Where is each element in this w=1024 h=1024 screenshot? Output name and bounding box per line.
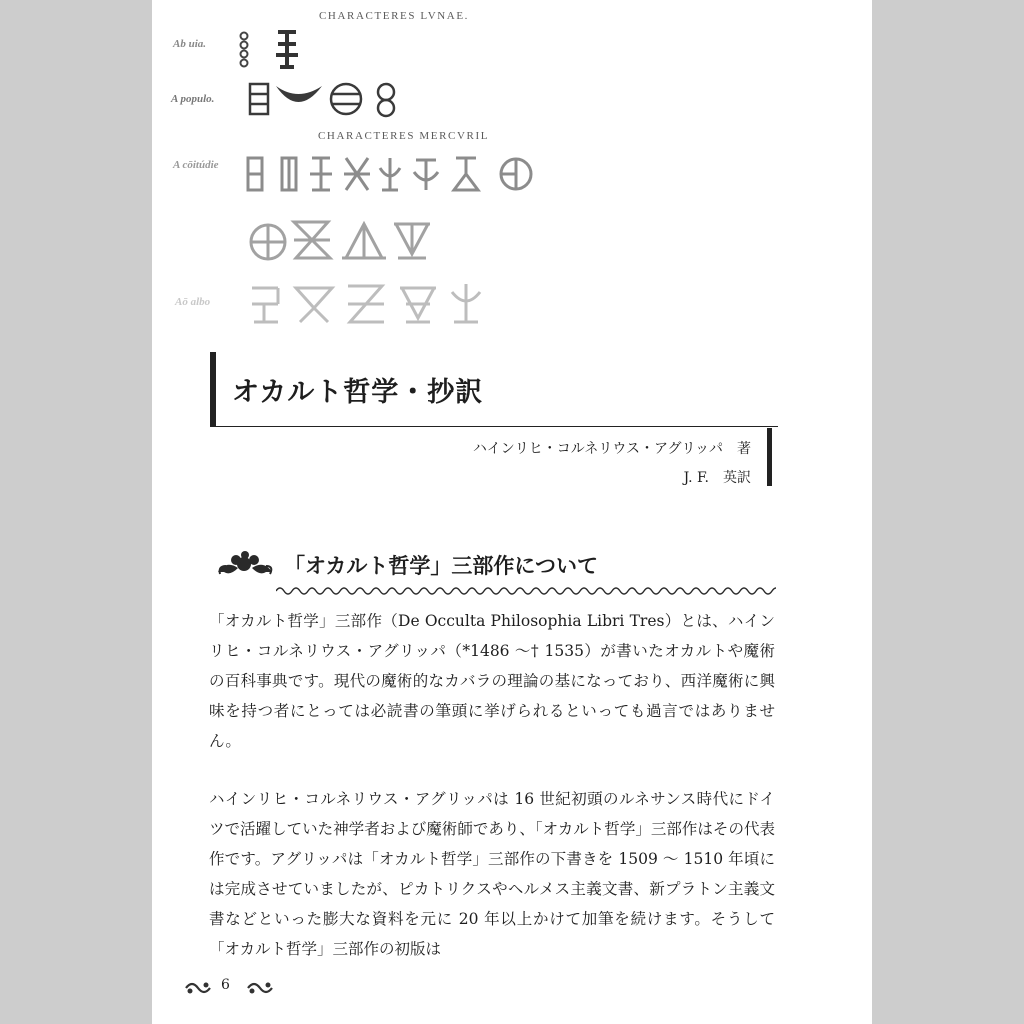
plate-caption-luna: CHARACTERES LVNAE. — [319, 10, 470, 22]
mercury-character-row-3 — [248, 282, 498, 328]
plate-label: A populo. — [171, 93, 215, 105]
page-title: オカルト哲学・抄訳 — [232, 377, 484, 408]
section-heading — [212, 544, 777, 604]
author-line: ハインリヒ・コルネリウス・アグリッパ 著 — [472, 441, 751, 457]
translator-line: J. F. 英訳 — [683, 470, 751, 486]
book-page — [152, 0, 872, 1024]
paragraph: ハインリヒ・コルネリウス・アグリッパは 16 世紀初頭のルネサンス時代にドイツで活躍していた神学者および魔術師であり、「オカルト哲学」三部作はその代表作です。アグリッパは「オカルト哲学」三部作の下書きを 1509 〜 1510 年頃には完成させていましたが、ピカトリクスやヘルメス主義文書、新プラトン主義文書などといった膨大な資料を元に 20 年以上かけて加筆を続けます。そうして「オカルト哲学」三部作の初版は — [209, 790, 775, 958]
section-title: 「オカルト哲学」三部作について — [284, 553, 598, 578]
plate-label: A cōitúdie — [173, 159, 219, 171]
byline — [347, 428, 772, 486]
footer-ornament-icon — [184, 980, 212, 996]
footer-ornament-icon — [246, 980, 274, 996]
paragraph: 「オカルト哲学」三部作（De Occulta Philosophia Libri Tres）とは、ハインリヒ・コルネリウス・アグリッパ（*1486 〜† 1535）が書いたオカルトや魔術の百科事典です。現代の魔術的なカバラの理論の基になっており、西洋魔術に興味を持つ者にとっては必読書の筆頭に挙げられるといっても過言ではありません。 — [209, 612, 775, 750]
plate-caption-mercury: CHARACTERES MERCVRIL — [318, 130, 490, 142]
fleuron-icon — [216, 550, 280, 580]
plate-label: Aō albo — [175, 296, 211, 308]
page-number: 6 — [221, 977, 230, 993]
luna-character-row-1 — [236, 30, 306, 76]
plate-label: Ab uia. — [173, 38, 207, 50]
wavy-rule — [276, 584, 776, 598]
mercury-character-row-1 — [244, 154, 554, 196]
page-footer — [184, 976, 304, 1000]
luna-character-row-2 — [246, 78, 406, 120]
title-block — [210, 352, 778, 427]
mercury-character-row-2 — [246, 218, 446, 264]
